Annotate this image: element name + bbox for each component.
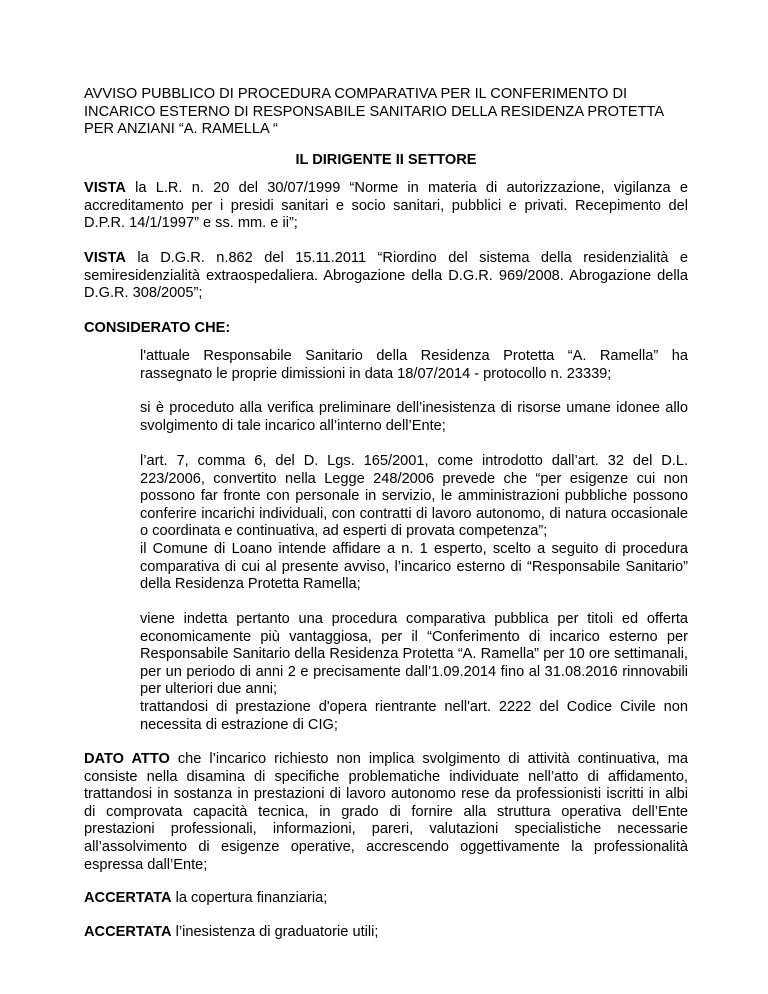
considerato-item: il Comune di Loano intende affidare a n. 1 esperto, scelto a seguito di procedura comparativa di cui al presente avviso, l’incarico esterno di “Responsabile Sanitario” della Residenza Protetta Ramella; — [140, 541, 688, 593]
accertata-paragraph-2 — [84, 924, 688, 942]
dato-atto-text: che l’incarico richiesto non implica svolgimento di attività continuativa, ma consiste nella disamina di specifiche problematiche individuate nell’atto di affidamento, trattandosi in sostanza in prestazioni di lavoro autonomo rese da professionisti iscritti in albi di comprovata capacità tecnica, in grado di fornire alla struttura operativa dell’Ente prestazioni professionali, informazioni, pareri, valutazioni specialistiche necessarie all’assolvimento di esigenze operative, accrescendo oggettivamente la professionalità espressa dall’Ente; — [84, 751, 688, 873]
accertata-label: ACCERTATA — [84, 890, 172, 906]
accertata-paragraph-1 — [84, 890, 688, 908]
vista-label: VISTA — [84, 180, 126, 196]
considerato-label: CONSIDERATO CHE: — [84, 320, 231, 336]
accertata-label: ACCERTATA — [84, 924, 172, 940]
considerato-item: viene indetta pertanto una procedura comparativa pubblica per titoli ed offerta economicamente più vantaggiosa, per il “Conferimento di incarico esterno per Responsabile Sanitario della Residenza Protetta “A. Ramella” per 10 ore settimanali, per un periodo di anni 2 e precisamente dall’1.09.2014 fino al 31.08.2016 rinnovabili per ulteriori due anni; — [140, 611, 688, 698]
section-heading: IL DIRIGENTE II SETTORE — [295, 152, 477, 168]
vista-text: la L.R. n. 20 del 30/07/1999 “Norme in materia di autorizzazione, vigilanza e accreditamento per i presidi sanitari e socio sanitari, pubblici e privati. Recepimento del D.P.R. 14/1/1997” e ss. mm. e ii”; — [84, 180, 688, 232]
document-title: AVVISO PUBBLICO DI PROCEDURA COMPARATIVA PER IL CONFERIMENTO DI INCARICO ESTERNO DI RESPONSABILE SANITARIO DELLA RESIDENZA PROTETTA PER ANZIANI “A. RAMELLA “ — [84, 86, 664, 138]
vista-paragraph-2 — [84, 250, 688, 303]
considerato-item: l'attuale Responsabile Sanitario della Residenza Protetta “A. Ramella” ha rassegnato le proprie dimissioni in data 18/07/2014 - protocollo n. 23339; — [140, 348, 688, 382]
considerato-item: trattandosi di prestazione d'opera rientrante nell'art. 2222 del Codice Civile non necessita di estrazione di CIG; — [140, 699, 688, 733]
vista-label: VISTA — [84, 250, 126, 266]
dato-atto-label: DATO ATTO — [84, 751, 170, 767]
accertata-text: l’inesistenza di graduatorie utili; — [171, 924, 379, 940]
dato-atto-paragraph — [84, 751, 688, 874]
considerato-item: si è proceduto alla verifica preliminare dell’inesistenza di risorse umane idonee allo svolgimento di tale incarico all’interno dell’Ente; — [140, 400, 688, 434]
vista-text: la D.G.R. n.862 del 15.11.2011 “Riordino del sistema della residenzialità e semiresidenzialità extraospedaliera. Abrogazione della D.G.R. 969/2008. Abrogazione della D.G.R. 308/2005”; — [84, 250, 688, 302]
accertata-text: la copertura finanziaria; — [171, 890, 328, 906]
vista-paragraph-1 — [84, 180, 688, 233]
considerato-item: l’art. 7, comma 6, del D. Lgs. 165/2001, come introdotto dall’art. 32 del D.L. 223/2006, convertito nella Legge 248/2006 prevede che “per esigenze cui non possono far fronte con personale in servizio, le amministrazioni pubbliche possono conferire incarichi individuali, con contratti di lavoro autonomo, di natura occasionale o coordinata e continuativa, ad esperti di provata competenza”; — [140, 453, 688, 540]
